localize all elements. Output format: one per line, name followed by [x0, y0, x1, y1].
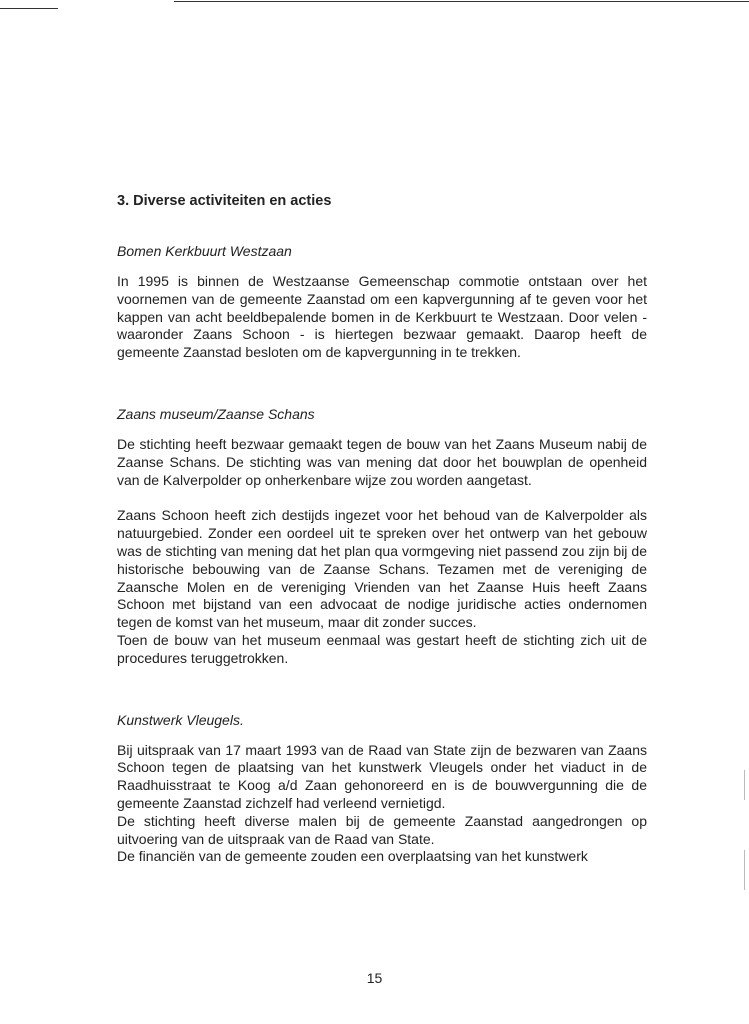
- subsection-bomen-kerkbuurt: [117, 241, 647, 362]
- paragraph: In 1995 is binnen de Westzaanse Gemeenschap commotie ontstaan over het voornemen van de gemeente Zaanstad om een kapvergunning af te geven voor het kappen van acht beeldbepalende bomen in de Kerkbuurt te Westzaan. Door velen - waaronder Zaans Schoon - is hiertegen bezwaar gemaakt. Daarop heeft de gemeente Zaanstad besloten om de kapvergunning in te trekken.: [117, 273, 647, 361]
- paragraph: Zaans Schoon heeft zich destijds ingezet voor het behoud van de Kalverpolder als natuurgebied. Zonder een oordeel uit te spreken over het ontwerp van het gebouw was de stichting van mening dat het plan qua vormgeving niet passend zou zijn bij de historische bebouwing van de Zaanse Schans. Tezamen met de vereniging de Zaansche Molen en de vereniging Vrienden van het Zaanse Huis heeft Zaans Schoon met bijstand van een advocaat de nodige juridische acties ondernomen tegen de komst van het museum, maar dit zonder succes.: [117, 507, 647, 631]
- document-body: [117, 191, 647, 866]
- section-title: 3. Diverse activiteiten en acties: [117, 193, 332, 209]
- subsection-kunstwerk-vleugels: [117, 710, 647, 867]
- header-rule-right: [174, 1, 749, 2]
- paragraph: Toen de bouw van het museum eenmaal was gestart heeft de stichting zich uit de procedures teruggetrokken.: [117, 631, 647, 666]
- subsection-zaans-museum: [117, 404, 647, 668]
- header-rule-left: [0, 8, 58, 9]
- scan-edge-mark: [744, 770, 745, 800]
- subsection-heading: Bomen Kerkbuurt Westzaan: [117, 243, 292, 259]
- page-number: 15: [366, 970, 383, 986]
- subsection-heading: Zaans museum/Zaanse Schans: [117, 405, 315, 422]
- paragraph: Bij uitspraak van 17 maart 1993 van de Raad van State zijn de bezwaren van Zaans Schoon tegen de plaatsing van het kunstwerk Vleugels onder het viaduct in de Raadhuisstraat te Koog a/d Zaan gehonoreerd en is de bouwvergunning die de gemeente Zaanstad zichzelf had verleend vernietigd.: [117, 741, 647, 811]
- scan-edge-mark: [744, 850, 745, 890]
- subsection-heading: Kunstwerk Vleugels.: [117, 711, 244, 728]
- paragraph: De financiën van de gemeente zouden een overplaatsing van het kunstwerk: [117, 848, 588, 865]
- paragraph: De stichting heeft diverse malen bij de gemeente Zaanstad aangedrongen op uitvoering van de uitspraak van de Raad van State.: [117, 812, 647, 847]
- paragraph: De stichting heeft bezwaar gemaakt tegen de bouw van het Zaans Museum nabij de Zaanse Schans. De stichting was van mening dat door het bouwplan de openheid van de Kalverpolder op onherkenbare wijze zou worden aangetast.: [117, 435, 647, 488]
